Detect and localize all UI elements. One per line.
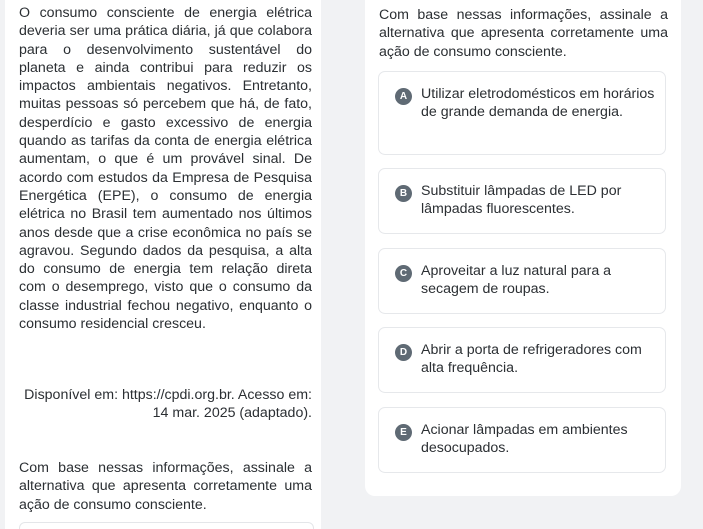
option-text: Aproveitar a luz natural para a secagem de roupas.	[421, 263, 612, 298]
option-letter-badge: A	[395, 88, 412, 105]
question-command-right: Com base nessas informações, assinale a alternativa que apresenta corretamente uma ação de consumo consciente.	[379, 7, 668, 60]
option-text: Acionar lâmpadas em ambientes desocupados.	[421, 422, 628, 457]
option-text: Abrir a porta de refrigeradores com alta frequência.	[421, 342, 642, 377]
option-e[interactable]	[378, 407, 666, 473]
question-command: Com base nessas informações, assinale a alternativa que apresenta corretamente uma ação de consumo consciente.	[19, 460, 312, 513]
option-letter-badge: B	[395, 185, 412, 202]
option-letter-badge: C	[395, 265, 412, 282]
option-b[interactable]	[378, 168, 666, 234]
option-card-partial[interactable]	[19, 522, 314, 529]
passage-text: O consumo consciente de energia elétrica deveria ser uma prática diária, já que colabora para o desenvolvimento sustentável do planeta e ainda contribui para reduzir os impactos ambientais negativos. Entretanto, muitas pessoas só percebem que há, de fato, desperdício e gasto excessivo de energia quando as tarifas da conta de energia elétrica aumentam, o que é um provável sinal. De acordo com estudos da Empresa de Pesquisa Energética (EPE), o consumo de energia elétrica no Brasil tem aumentado nos últimos anos desde que a crise econômica no país se agravou. Segundo dados da pesquisa, a alta do consumo de energia tem relação direta com o desemprego, visto que o consumo da classe industrial fechou negativo, enquanto o consumo residencial cresceu.	[19, 5, 312, 333]
question-panel-right	[365, 0, 681, 496]
option-d[interactable]	[378, 327, 666, 393]
source-citation: Disponível em: https://cpdi.org.br. Acesso em: 14 mar. 2025 (adaptado).	[24, 387, 312, 422]
option-letter-badge: D	[395, 344, 412, 361]
option-text: Substituir lâmpadas de LED por lâmpadas fluorescentes.	[421, 183, 622, 218]
question-panel-left	[5, 0, 321, 529]
option-letter-badge: E	[395, 424, 412, 441]
option-c[interactable]	[378, 248, 666, 314]
option-text: Utilizar eletrodomésticos em horários de grande demanda de energia.	[421, 86, 655, 121]
option-a[interactable]	[378, 71, 666, 155]
